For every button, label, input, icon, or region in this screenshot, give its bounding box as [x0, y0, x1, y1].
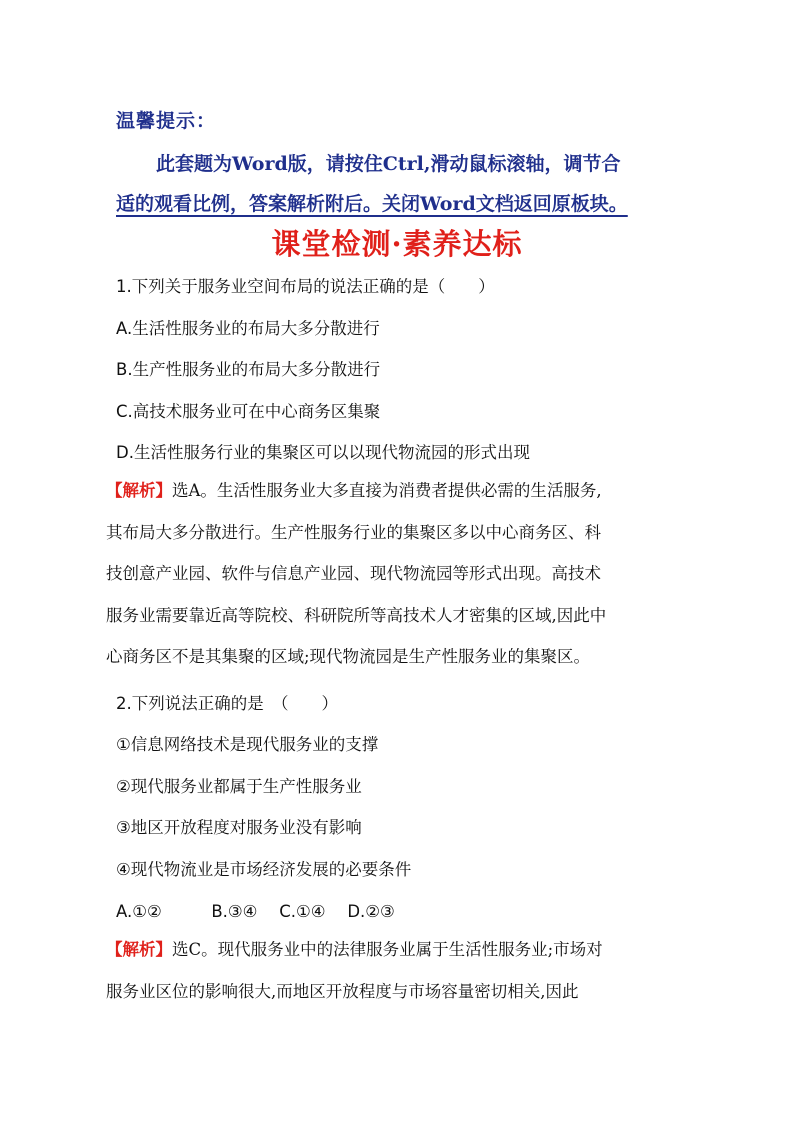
tip-body [116, 144, 686, 224]
q1-analysis-line-2: 其布局大多分散进行。生产性服务行业的集聚区多以中心商务区、科 [106, 522, 601, 542]
q1-option-c: C.高技术服务业可在中心商务区集聚 [116, 402, 381, 421]
q1-analysis-line-3: 技创意产业园、软件与信息产业园、现代物流园等形式出现。高技术 [106, 564, 601, 583]
q1-option-a: A.生活性服务业的布局大多分散进行 [116, 319, 380, 338]
q1-analysis-line-1: 选A。生活性服务业大多直接为消费者提供必需的生活服务, [172, 481, 602, 500]
q2-analysis-tag: 【解析】 [106, 940, 172, 959]
q2-analysis-line-1: 选C。现代服务业中的法律服务业属于生活性服务业;市场对 [172, 940, 603, 959]
tip-line-2: 适的观看比例，答案解析附后。关闭Word文档返回原板块。 [116, 193, 628, 215]
q2-stem: 2.下列说法正确的是 （ ） [116, 694, 338, 713]
section-title: 课堂检测·素养达标 [271, 227, 523, 261]
q1-analysis-tag: 【解析】 [106, 481, 172, 500]
q2-analysis-line-2: 服务业区位的影响很大,而地区开放程度与市场容量密切相关,因此 [106, 981, 579, 1001]
q1-option-b: B.生产性服务业的布局大多分散进行 [116, 360, 381, 379]
q2-item-4: ④现代物流业是市场经济发展的必要条件 [116, 860, 412, 879]
q1-analysis-line-4: 服务业需要靠近高等院校、科研院所等高技术人才密集的区域,因此中 [106, 605, 607, 625]
q1-analysis [106, 470, 690, 678]
q2-choices: A.①② B.③④ C.①④ D.②③ [116, 902, 395, 921]
q1-analysis-line-5: 心商务区不是其集聚的区域;现代物流园是生产性服务业的集聚区。 [106, 647, 591, 666]
q2-item-2: ②现代服务业都属于生产性服务业 [116, 777, 362, 796]
tip-line-1: 此套题为Word版，请按住Ctrl,滑动鼠标滚轴，调节合 [156, 153, 621, 175]
q2-analysis [106, 929, 690, 1012]
q1-stem: 1.下列关于服务业空间布局的说法正确的是（ ） [116, 277, 495, 296]
q2-item-3: ③地区开放程度对服务业没有影响 [116, 818, 362, 837]
q1-option-d: D.生活性服务行业的集聚区可以以现代物流园的形式出现 [116, 443, 530, 462]
q2-item-1: ①信息网络技术是现代服务业的支撑 [116, 735, 379, 754]
tip-heading: 温馨提示： [116, 110, 217, 132]
